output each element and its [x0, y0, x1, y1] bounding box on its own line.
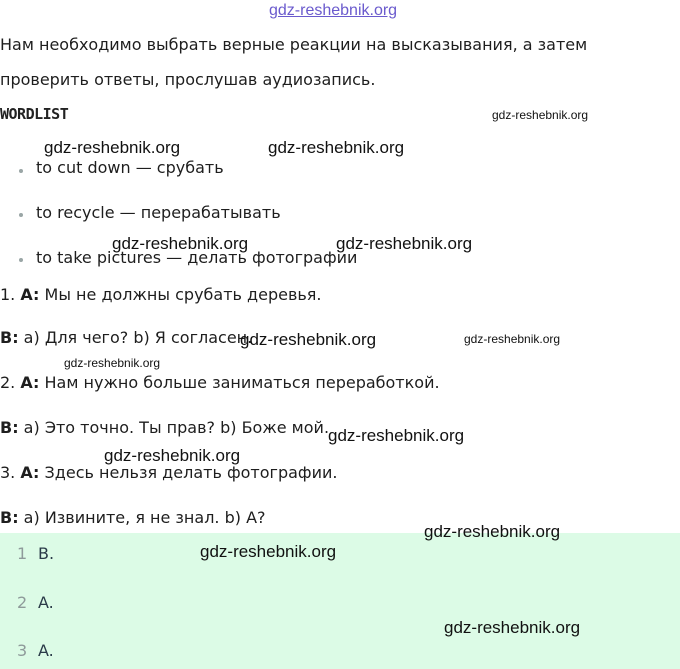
watermark: gdz-reshebnik.org [328, 426, 465, 445]
watermark: gdz-reshebnik.org [492, 108, 589, 122]
dialogue-text: a) Для чего? b) Я согласен. [18, 328, 253, 347]
answer-number: 2 [17, 593, 28, 612]
speaker-b-label: B: [0, 508, 19, 527]
bullet-icon [19, 169, 23, 173]
watermark-top: gdz-reshebnik.org [269, 2, 398, 19]
watermark: gdz-reshebnik.org [444, 618, 581, 637]
dialogue-1-a [0, 285, 322, 304]
speaker-a-label: A: [20, 373, 40, 392]
wordlist-item: to cut down — срубать [36, 158, 224, 177]
dialogue-text: Мы не должны срубать деревья. [39, 285, 322, 304]
watermark: gdz-reshebnik.org [424, 522, 561, 541]
dialogue-number: 1. [0, 285, 16, 304]
watermark: gdz-reshebnik.org [200, 542, 337, 561]
watermark: gdz-reshebnik.org [44, 138, 181, 157]
answer-value: A. [38, 641, 54, 660]
answers-panel [0, 533, 680, 669]
watermark: gdz-reshebnik.org [240, 330, 377, 349]
dialogue-3-b [0, 508, 266, 527]
watermark: gdz-reshebnik.org [104, 446, 241, 465]
dialogue-text: a) Это точно. Ты прав? b) Боже мой. [18, 418, 330, 437]
dialogue-text: a) Извините, я не знал. b) А? [18, 508, 266, 527]
watermark: gdz-reshebnik.org [112, 234, 249, 253]
wordlist-heading: WORDLIST [0, 105, 69, 123]
answer-number: 1 [17, 544, 28, 563]
wordlist-item: to recycle — перерабатывать [36, 203, 281, 222]
dialogue-number: 2. [0, 373, 16, 392]
speaker-b-label: B: [0, 328, 19, 347]
dialogue-2-b [0, 418, 329, 437]
intro-line-2: проверить ответы, прослушав аудиозапись. [0, 70, 376, 89]
dialogue-1-b [0, 328, 252, 347]
dialogue-text: Здесь нельзя делать фотографии. [39, 463, 338, 482]
watermark: gdz-reshebnik.org [268, 138, 405, 157]
dialogue-2-a [0, 373, 440, 392]
bullet-icon [19, 258, 23, 262]
answer-value: A. [38, 593, 54, 612]
speaker-a-label: A: [20, 463, 40, 482]
wordlist-item: to take pictures — делать фотографии [36, 248, 358, 267]
intro-line-1: Нам необходимо выбрать верные реакции на высказывания, а затем [0, 35, 588, 54]
bullet-icon [19, 213, 23, 217]
speaker-b-label: B: [0, 418, 19, 437]
speaker-a-label: A: [20, 285, 40, 304]
answer-number: 3 [17, 641, 28, 660]
answer-value: B. [38, 544, 55, 563]
watermark: gdz-reshebnik.org [336, 234, 473, 253]
dialogue-text: Нам нужно больше заниматься переработкой. [39, 373, 440, 392]
dialogue-number: 3. [0, 463, 16, 482]
watermark: gdz-reshebnik.org [464, 332, 561, 346]
watermark: gdz-reshebnik.org [64, 356, 161, 370]
